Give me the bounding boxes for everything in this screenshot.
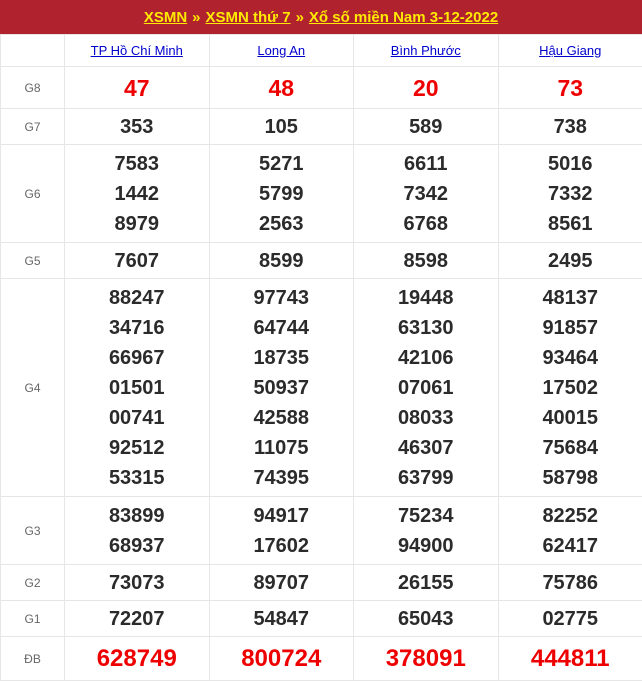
prize-number: 88247 <box>65 283 209 313</box>
prize-number: 800724 <box>210 644 354 674</box>
prize-number: 65043 <box>354 604 498 634</box>
prize-number: 58798 <box>499 463 642 493</box>
prize-number: 378091 <box>354 644 498 674</box>
prize-number: 62417 <box>499 531 642 561</box>
prize-number: 73 <box>499 73 642 103</box>
prize-number: 6611 <box>354 149 498 179</box>
prize-number: 48 <box>210 73 354 103</box>
prize-label: ĐB <box>1 637 65 681</box>
prize-cell <box>65 637 210 681</box>
prize-number: 68937 <box>65 531 209 561</box>
prize-number: 50937 <box>210 373 354 403</box>
prize-cell <box>354 601 499 637</box>
prize-number: 6768 <box>354 209 498 239</box>
prize-number: 7583 <box>65 149 209 179</box>
prize-number: 82252 <box>499 501 642 531</box>
province-header <box>65 35 210 67</box>
prize-number: 75684 <box>499 433 642 463</box>
prize-row-g6 <box>1 145 642 243</box>
prize-number: 628749 <box>65 644 209 674</box>
prize-number: 54847 <box>210 604 354 634</box>
prize-cell <box>354 497 499 565</box>
prize-cell <box>209 243 354 279</box>
prize-cell <box>209 565 354 601</box>
prize-cell <box>209 279 354 497</box>
prize-number: 1442 <box>65 179 209 209</box>
prize-cell <box>498 497 642 565</box>
prize-number: 64744 <box>210 313 354 343</box>
prize-cell <box>65 279 210 497</box>
prize-cell <box>354 243 499 279</box>
prize-number: 01501 <box>65 373 209 403</box>
prize-number: 8599 <box>210 246 354 276</box>
prize-number: 8979 <box>65 209 209 239</box>
prize-number: 8598 <box>354 246 498 276</box>
prize-number: 738 <box>499 112 642 142</box>
province-link-hau-giang[interactable]: Hậu Giang <box>539 43 601 58</box>
prize-number: 08033 <box>354 403 498 433</box>
prize-number: 17602 <box>210 531 354 561</box>
prize-cell <box>354 279 499 497</box>
prize-row-g5 <box>1 243 642 279</box>
prize-row-db <box>1 637 642 681</box>
prize-label: G7 <box>1 109 65 145</box>
prize-cell <box>354 67 499 109</box>
province-link-hcm[interactable]: TP Hồ Chí Minh <box>91 43 183 58</box>
prize-cell <box>498 637 642 681</box>
prize-number: 94917 <box>210 501 354 531</box>
prize-number: 02775 <box>499 604 642 634</box>
prize-number: 7342 <box>354 179 498 209</box>
prize-number: 34716 <box>65 313 209 343</box>
prize-row-g1 <box>1 601 642 637</box>
prize-label: G2 <box>1 565 65 601</box>
prize-number: 91857 <box>499 313 642 343</box>
prize-number: 42106 <box>354 343 498 373</box>
prize-cell <box>498 145 642 243</box>
prize-number: 7332 <box>499 179 642 209</box>
province-header <box>354 35 499 67</box>
prize-number: 18735 <box>210 343 354 373</box>
province-link-long-an[interactable]: Long An <box>257 43 305 58</box>
prize-row-g8 <box>1 67 642 109</box>
prize-cell <box>65 601 210 637</box>
prize-number: 8561 <box>499 209 642 239</box>
prize-cell <box>65 497 210 565</box>
prize-cell <box>354 145 499 243</box>
prize-cell <box>209 67 354 109</box>
prize-number: 19448 <box>354 283 498 313</box>
prize-number: 46307 <box>354 433 498 463</box>
prize-cell <box>65 67 210 109</box>
prize-number: 40015 <box>499 403 642 433</box>
prize-number: 353 <box>65 112 209 142</box>
prize-number: 2495 <box>499 246 642 276</box>
prize-number: 5016 <box>499 149 642 179</box>
prize-cell <box>65 145 210 243</box>
prize-cell <box>209 145 354 243</box>
prize-cell <box>209 637 354 681</box>
prize-cell <box>498 565 642 601</box>
breadcrumb-separator: » <box>192 9 200 26</box>
prize-cell <box>65 243 210 279</box>
prize-number: 07061 <box>354 373 498 403</box>
prize-cell <box>354 109 499 145</box>
prize-number: 48137 <box>499 283 642 313</box>
xsmn-link[interactable]: XSMN <box>144 9 187 26</box>
prize-number: 26155 <box>354 568 498 598</box>
prize-cell <box>209 109 354 145</box>
prize-cell <box>498 109 642 145</box>
province-link-binh-phuoc[interactable]: Bình Phước <box>391 43 461 58</box>
prize-cell <box>498 279 642 497</box>
prize-label: G8 <box>1 67 65 109</box>
prize-number: 53315 <box>65 463 209 493</box>
prize-label: G1 <box>1 601 65 637</box>
prize-label: G3 <box>1 497 65 565</box>
prize-label: G4 <box>1 279 65 497</box>
prize-number: 89707 <box>210 568 354 598</box>
prize-number: 17502 <box>499 373 642 403</box>
province-header <box>209 35 354 67</box>
prize-number: 47 <box>65 73 209 103</box>
prize-number: 75786 <box>499 568 642 598</box>
results-table <box>0 34 642 681</box>
prize-number: 83899 <box>65 501 209 531</box>
prize-number: 2563 <box>210 209 354 239</box>
prize-row-g4 <box>1 279 642 497</box>
prize-number: 75234 <box>354 501 498 531</box>
prize-number: 589 <box>354 112 498 142</box>
province-header <box>498 35 642 67</box>
prize-number: 94900 <box>354 531 498 561</box>
prize-cell <box>498 243 642 279</box>
prize-number: 105 <box>210 112 354 142</box>
prize-number: 5271 <box>210 149 354 179</box>
prize-cell <box>209 497 354 565</box>
prize-number: 97743 <box>210 283 354 313</box>
prize-number: 73073 <box>65 568 209 598</box>
prize-number: 5799 <box>210 179 354 209</box>
prize-number: 11075 <box>210 433 354 463</box>
corner-cell <box>1 35 65 67</box>
breadcrumb-separator: » <box>296 9 304 26</box>
prize-cell <box>498 67 642 109</box>
prize-row-g2 <box>1 565 642 601</box>
province-header-row <box>1 35 642 67</box>
prize-number: 92512 <box>65 433 209 463</box>
prize-row-g3 <box>1 497 642 565</box>
prize-number: 7607 <box>65 246 209 276</box>
prize-number: 00741 <box>65 403 209 433</box>
prize-number: 72207 <box>65 604 209 634</box>
prize-label: G5 <box>1 243 65 279</box>
prize-cell <box>65 109 210 145</box>
prize-number: 444811 <box>499 644 642 674</box>
result-date-link[interactable]: Xổ số miền Nam 3-12-2022 <box>309 9 498 26</box>
prize-label: G6 <box>1 145 65 243</box>
prize-cell <box>209 601 354 637</box>
header-bar <box>0 0 642 34</box>
prize-cell <box>65 565 210 601</box>
prize-cell <box>498 601 642 637</box>
prize-number: 20 <box>354 73 498 103</box>
prize-row-g7 <box>1 109 642 145</box>
prize-number: 42588 <box>210 403 354 433</box>
prize-number: 63130 <box>354 313 498 343</box>
prize-cell <box>354 565 499 601</box>
xsmn-saturday-link[interactable]: XSMN thứ 7 <box>206 9 291 26</box>
prize-number: 66967 <box>65 343 209 373</box>
prize-number: 74395 <box>210 463 354 493</box>
prize-cell <box>354 637 499 681</box>
prize-number: 63799 <box>354 463 498 493</box>
prize-number: 93464 <box>499 343 642 373</box>
